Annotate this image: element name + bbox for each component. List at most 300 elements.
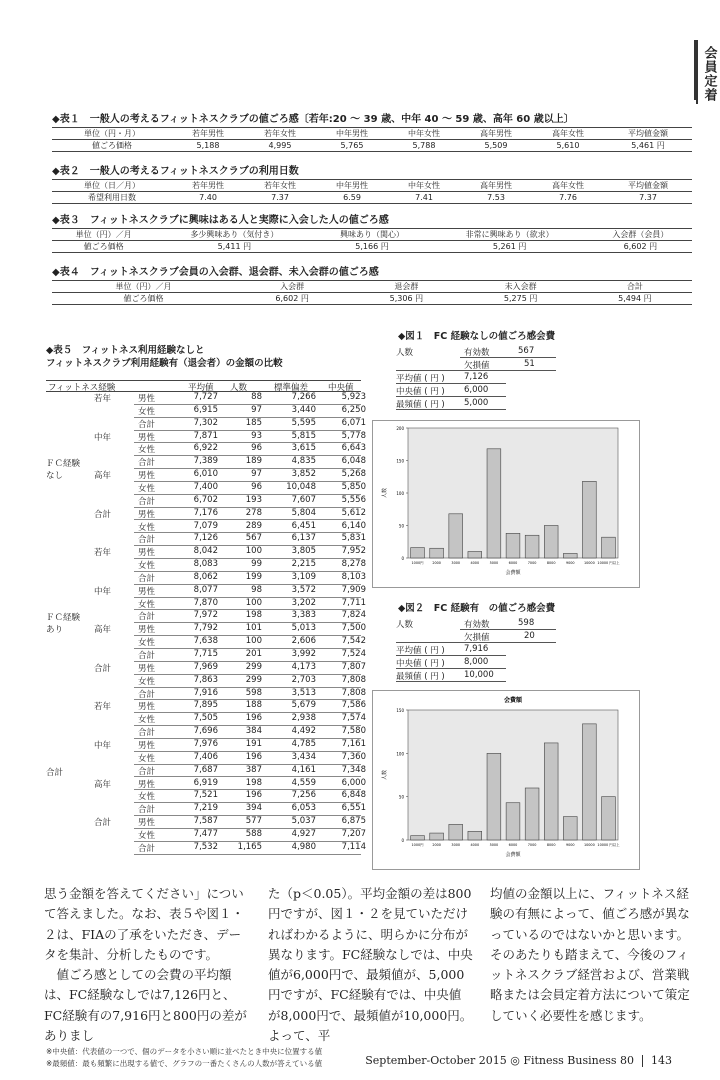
table-5-cell: 387 xyxy=(245,764,262,775)
table-5-sex: 女性 xyxy=(138,599,156,610)
table-5-cell: 4,835 xyxy=(291,456,316,467)
figure-1-stats xyxy=(396,346,556,416)
table4-header-cell: 合計 xyxy=(578,281,692,293)
table-5-cell: 5,923 xyxy=(341,392,366,402)
table-5-sex: 女性 xyxy=(138,715,156,726)
table3-cell: 6,602 円 xyxy=(589,241,692,253)
y-tick-label: 100 xyxy=(396,491,404,496)
table-5-cell: 7,969 xyxy=(193,661,218,672)
table-5-sex: 女性 xyxy=(138,830,156,841)
table-5-cell: 2,215 xyxy=(291,559,316,570)
table-5-cell: 100 xyxy=(245,636,262,647)
table2-header-cell: 若年男性 xyxy=(172,180,244,192)
table1-cell: 値ごろ価格 xyxy=(52,140,172,152)
x-tick-label: 6000 xyxy=(508,843,518,847)
figure-1-chart xyxy=(372,420,640,588)
table-5-cell: 96 xyxy=(251,443,262,454)
figure-2-stats xyxy=(396,618,556,688)
x-tick-label: 10000 円以上 xyxy=(597,561,620,565)
x-tick-label: 7000 xyxy=(527,843,537,847)
table-5-cell: 7,808 xyxy=(341,687,366,698)
table-5-cell: 188 xyxy=(245,700,262,711)
table1-header-cell: 中年女性 xyxy=(388,128,460,140)
x-tick-label: 10000 xyxy=(583,561,595,565)
table-5-cell: 2,703 xyxy=(291,674,316,685)
x-tick-label: 5000 xyxy=(489,843,499,847)
fig2-valid-value: 598 xyxy=(518,618,535,628)
table-5-cell: 7,477 xyxy=(193,828,218,839)
table-5-cell: 97 xyxy=(251,469,262,480)
table-5-cell: 7,360 xyxy=(341,751,366,762)
table-5-age-label: 合計 xyxy=(94,663,112,674)
table-5-cell: 7,219 xyxy=(193,803,218,814)
table-row xyxy=(46,803,366,816)
table-5-cell: 6,551 xyxy=(341,803,366,814)
table-row xyxy=(46,623,366,636)
table-5-cell: 4,559 xyxy=(291,777,316,788)
table1-cell: 5,610 xyxy=(532,140,604,152)
x-tick-label: 6000 xyxy=(508,561,518,565)
fig1-mean-value: 7,126 xyxy=(464,372,489,382)
table1-cell: 4,995 xyxy=(244,140,316,152)
table-5-sex: 男性 xyxy=(138,702,156,713)
table-5-title-line2: フィットネスクラブ利用経験有（退会者）の金額の比較 xyxy=(46,358,283,369)
bar xyxy=(430,833,444,840)
table-5-cell: 7,808 xyxy=(341,674,366,685)
bar xyxy=(525,788,539,840)
footer-separator xyxy=(642,1055,643,1067)
table-5-sex: 男性 xyxy=(138,432,156,443)
table-5-cell: 3,572 xyxy=(291,584,316,595)
table-row xyxy=(46,687,366,701)
table-5-sex: 合計 xyxy=(138,766,156,777)
x-tick-label: 9000 xyxy=(565,561,575,565)
table1-cell: 5,461 円 xyxy=(604,140,692,152)
table1-header-cell: 単位（円・月） xyxy=(52,128,172,140)
table-row xyxy=(46,392,366,405)
table-5-cell: 193 xyxy=(245,494,262,505)
bar xyxy=(563,817,577,840)
table-5-sex: 合計 xyxy=(138,458,156,469)
table-5-cell: 4,492 xyxy=(291,726,316,737)
x-tick-label: 10000 xyxy=(583,843,595,847)
table-row xyxy=(46,777,366,791)
x-tick-label: 10000 円以上 xyxy=(597,843,620,847)
table-5-cell: 5,850 xyxy=(341,481,366,492)
table-5-cell: 3,383 xyxy=(291,610,316,621)
table-5-cell: 5,815 xyxy=(291,430,316,441)
table-row xyxy=(46,481,366,495)
fig1-median-label: 中央値 ( 円 ) xyxy=(396,387,445,397)
table-5-sex: 男性 xyxy=(138,818,156,829)
table-5-cell: 10,048 xyxy=(286,481,316,492)
table2-cell: 7.40 xyxy=(172,192,244,204)
fig1-missing-label: 欠損値 xyxy=(464,361,490,371)
table-5-cell: 7,302 xyxy=(193,417,218,428)
footnote-mode: ※最頻値：最も頻繁に出現する値で、グラフの一番たくさんの人数が答えている値 xyxy=(46,1059,323,1068)
fig2-n-label: 人数 xyxy=(396,620,414,630)
x-tick-label: 2000 xyxy=(432,843,441,847)
table-5-cell: 2,938 xyxy=(291,713,316,724)
table-5-cell: 4,785 xyxy=(291,738,316,749)
table-row xyxy=(46,841,366,855)
table-5-cell: 7,586 xyxy=(341,700,366,711)
table-5-sex: 合計 xyxy=(138,651,156,661)
table-5-sex: 男性 xyxy=(138,663,156,674)
table-5-cell: 6,451 xyxy=(291,520,316,531)
table-5-cell: 7,161 xyxy=(341,738,366,749)
x-axis-label: 会費額 xyxy=(505,570,521,576)
bar xyxy=(411,548,425,558)
table4-cell: 6,602 円 xyxy=(235,293,349,305)
table-5-cell: 7,400 xyxy=(193,481,218,492)
bar xyxy=(525,535,539,558)
table-3 xyxy=(52,211,692,253)
table-5-age-label: 高年 xyxy=(94,779,112,790)
x-tick-label: 9000 xyxy=(565,843,575,847)
table-5-cell: 7,114 xyxy=(341,841,366,852)
bar xyxy=(487,449,501,558)
section-tab-label: 会員定着 xyxy=(701,46,717,102)
table-5-age-label: 若年 xyxy=(94,548,112,559)
table-1-grid xyxy=(52,127,692,152)
footer-issue: September-October 2015 ◎ Fitness Business 80 xyxy=(365,1054,634,1067)
table-5-header-cell: フィットネス経験 xyxy=(48,383,116,393)
x-tick-label: 1000円 xyxy=(411,843,424,847)
table-2-grid xyxy=(52,179,692,204)
y-tick-label: 0 xyxy=(401,556,404,561)
table-5-cell: 7,863 xyxy=(193,674,218,685)
table-5-age-label: 合計 xyxy=(94,818,112,829)
table-5-cell: 6,875 xyxy=(341,816,366,827)
table-4-title: ◆表４ フィットネスクラブ会員の入会群、退会群、未入会群の値ごろ感 xyxy=(52,267,379,278)
table-5-cell: 8,042 xyxy=(193,546,218,557)
table3-header-cell: 多少興味あり（気付き） xyxy=(155,229,313,241)
table-5-age-label: 合計 xyxy=(94,509,112,520)
bar xyxy=(582,724,596,840)
table-row xyxy=(46,764,366,778)
y-tick-label: 50 xyxy=(398,523,404,529)
table-row xyxy=(46,597,366,611)
table2-cell: 7.53 xyxy=(460,192,532,204)
table1-cell: 5,509 xyxy=(460,140,532,152)
table-row xyxy=(46,494,366,508)
table-5-group-label: ＦＣ経験 あり xyxy=(46,613,81,636)
fig2-missing-label: 欠損値 xyxy=(464,633,490,643)
table-row xyxy=(46,417,366,431)
table1-header-cell: 平均値金額 xyxy=(604,128,692,140)
table-5-cell: 7,079 xyxy=(193,520,218,531)
table-1-title: ◆表１ 一般人の考えるフィットネスクラブの値ごろ感〔若年:20 〜 39 歳、中年 40 〜 59 歳、高年 60 歳以上〕 xyxy=(52,114,574,125)
table-row xyxy=(46,443,366,456)
table-5-age-label: 若年 xyxy=(94,394,112,404)
table-5 xyxy=(46,344,366,854)
table-5-cell: 5,804 xyxy=(291,507,316,518)
table1-header-cell: 若年女性 xyxy=(244,128,316,140)
table2-header-cell: 単位（日／月） xyxy=(52,180,172,192)
table-5-sex: 合計 xyxy=(138,535,156,546)
table-5-group-label: 合計 xyxy=(46,767,64,778)
fig2-missing-value: 20 xyxy=(524,631,535,641)
y-tick-label: 50 xyxy=(398,794,404,800)
table-row xyxy=(46,700,366,713)
table-5-cell: 4,980 xyxy=(291,841,316,852)
table-5-sex: 女性 xyxy=(138,522,156,533)
table-5-cell: 101 xyxy=(245,623,262,634)
table1-header-cell: 高年女性 xyxy=(532,128,604,140)
table1-cell: 5,188 xyxy=(172,140,244,152)
table-5-cell: 7,638 xyxy=(193,636,218,647)
table-5-cell: 7,952 xyxy=(341,546,366,557)
bar xyxy=(411,836,425,840)
table-row xyxy=(46,674,366,688)
table-row xyxy=(46,559,366,572)
table-5-cell: 7,972 xyxy=(193,610,218,621)
table-row xyxy=(46,713,366,726)
table-5-header-cell: 人数 xyxy=(230,383,248,393)
x-tick-label: 4000 xyxy=(470,561,480,565)
table-5-sex: 女性 xyxy=(138,483,156,494)
table-5-sex: 合計 xyxy=(138,689,156,700)
table-5-cell: 98 xyxy=(251,584,262,595)
table-row xyxy=(46,816,366,829)
table-5-cell: 384 xyxy=(245,726,262,737)
table-5-sex: 合計 xyxy=(138,843,156,854)
table-5-cell: 577 xyxy=(245,816,262,827)
table-5-cell: 198 xyxy=(245,777,262,788)
table-5-cell: 198 xyxy=(245,610,262,621)
bar xyxy=(449,514,463,558)
y-tick-label: 200 xyxy=(396,426,404,431)
table-5-cell: 7,895 xyxy=(193,700,218,711)
table-5-cell: 3,992 xyxy=(291,649,316,659)
table-5-cell: 6,919 xyxy=(193,777,218,788)
table3-header-cell: 単位（円）／月 xyxy=(52,229,155,241)
x-tick-label: 8000 xyxy=(546,561,556,565)
table-5-cell: 7,871 xyxy=(193,430,218,441)
table-5-cell: 100 xyxy=(245,597,262,608)
table-5-cell: 8,077 xyxy=(193,584,218,595)
table-row xyxy=(46,404,366,418)
table-5-cell: 6,250 xyxy=(341,404,366,415)
table-5-cell: 6,048 xyxy=(341,456,366,467)
table-5-cell: 196 xyxy=(245,790,262,801)
table2-header-cell: 平均値金額 xyxy=(604,180,692,192)
table3-header-cell: 非常に興味あり（欲求） xyxy=(430,229,588,241)
x-tick-label: 7000 xyxy=(527,561,537,565)
table-5-age-label: 若年 xyxy=(94,702,112,713)
table4-cell: 5,275 円 xyxy=(463,293,577,305)
table-5-sex: 男性 xyxy=(138,471,156,482)
table-5-cell: 394 xyxy=(245,803,262,814)
table-5-cell: 3,202 xyxy=(291,597,316,608)
table-row xyxy=(46,649,366,662)
page-number: 143 xyxy=(651,1054,672,1067)
table-5-cell: 7,976 xyxy=(193,738,218,749)
bar xyxy=(602,797,616,840)
table-5-sex: 合計 xyxy=(138,805,156,816)
table-5-cell: 299 xyxy=(245,661,262,672)
footnotes xyxy=(46,1046,322,1070)
table3-cell: 5,166 円 xyxy=(313,241,430,253)
chart-title: 会費額 xyxy=(503,697,523,704)
bar xyxy=(468,552,482,559)
table-5-cell: 6,137 xyxy=(291,533,316,544)
table-row xyxy=(46,828,366,842)
table-3-grid xyxy=(52,228,692,253)
x-tick-label: 3000 xyxy=(451,561,461,565)
fig1-median-value: 6,000 xyxy=(464,385,489,395)
table4-cell: 値ごろ価格 xyxy=(52,293,235,305)
bar xyxy=(506,533,520,558)
table-row xyxy=(46,738,366,752)
table2-header-cell: 中年男性 xyxy=(316,180,388,192)
table-5-cell: 7,505 xyxy=(193,713,218,724)
table-5-cell: 7,587 xyxy=(193,816,218,827)
x-axis-label: 会費額 xyxy=(505,852,521,858)
table-5-cell: 7,266 xyxy=(291,392,316,402)
table-5-cell: 7,870 xyxy=(193,597,218,608)
table-5-sex: 女性 xyxy=(138,792,156,803)
table4-header-cell: 退会群 xyxy=(349,281,463,293)
table-5-cell: 3,805 xyxy=(291,546,316,557)
table-5-header-cell: 平均値 xyxy=(188,383,214,393)
table-5-group-label: ＦＣ経験 なし xyxy=(46,459,81,482)
table1-cell: 5,788 xyxy=(388,140,460,152)
table-row xyxy=(46,661,366,675)
table-5-cell: 7,524 xyxy=(341,649,366,659)
table-row xyxy=(46,507,366,521)
table3-header-cell: 入会群（会員） xyxy=(589,229,692,241)
table-5-cell: 5,037 xyxy=(291,816,316,827)
bar xyxy=(430,548,444,558)
y-tick-label: 100 xyxy=(396,751,404,757)
table-5-cell: 7,715 xyxy=(193,649,218,659)
table-5-sex: 男性 xyxy=(138,740,156,751)
table-5-cell: 6,848 xyxy=(341,790,366,801)
x-tick-label: 8000 xyxy=(546,843,556,847)
table-5-cell: 6,643 xyxy=(341,443,366,454)
table4-header-cell: 未入会群 xyxy=(463,281,577,293)
bar xyxy=(544,743,558,840)
table3-cell: 5,411 円 xyxy=(155,241,313,253)
table-5-sex: 合計 xyxy=(138,496,156,507)
table-5-cell: 6,071 xyxy=(341,417,366,428)
table-5-sex: 男性 xyxy=(138,625,156,636)
x-tick-label: 4000 xyxy=(470,843,480,847)
table-5-sex: 合計 xyxy=(138,419,156,430)
table-2 xyxy=(52,162,692,204)
table-5-cell: 7,916 xyxy=(193,687,218,698)
table3-cell: 5,261 円 xyxy=(430,241,588,253)
body-text-col1: 思う金額を答えてください」について答えました。なお、表５や図１・２は、FIAの了承をいただき、データを集計、分析したものです。 値ごろ感としての会費の平均額は、FC経験なしでは7,126円と、FC経験有の7,916円と800円の差がありまし xyxy=(44,886,247,1044)
body-column-2 xyxy=(268,884,473,1046)
table-5-cell: 6,922 xyxy=(193,443,218,454)
table-5-cell: 7,500 xyxy=(341,623,366,634)
table-5-sex: 男性 xyxy=(138,394,156,404)
table-5-sex: 合計 xyxy=(138,728,156,739)
table-5-cell: 7,389 xyxy=(193,456,218,467)
table4-cell: 5,306 円 xyxy=(349,293,463,305)
table-5-cell: 5,013 xyxy=(291,623,316,634)
table-5-cell: 7,532 xyxy=(193,841,218,852)
table-5-cell: 199 xyxy=(245,571,262,582)
table-5-cell: 5,268 xyxy=(341,469,366,480)
table-5-cell: 4,173 xyxy=(291,661,316,672)
body-text-col3: 均値の金額以上に、フィットネス経験の有無によって、値ごろ感が異なっているのではないかと思います。そのあたりも踏まえて、今後のフィットネスクラブ経営および、営業戦略または会員定着方法について策定していく必要性を感じます。 xyxy=(490,886,690,1023)
table-5-cell: 7,542 xyxy=(341,636,366,647)
table-5-sex: 合計 xyxy=(138,612,156,623)
table-5-cell: 6,010 xyxy=(193,469,218,480)
table-3-title: ◆表３ フィットネスクラブに興味はある人と実際に入会した人の値ごろ感 xyxy=(52,215,389,226)
table1-cell: 5,765 xyxy=(316,140,388,152)
table-5-age-label: 中年 xyxy=(94,432,112,443)
bar xyxy=(582,481,596,558)
table-5-cell: 7,207 xyxy=(341,828,366,839)
body-column-3 xyxy=(490,884,695,1026)
table-5-cell: 6,000 xyxy=(341,777,366,788)
table-5-cell: 7,807 xyxy=(341,661,366,672)
table-5-sex: 女性 xyxy=(138,753,156,764)
table4-cell: 5,494 円 xyxy=(578,293,692,305)
table-5-cell: 3,615 xyxy=(291,443,316,454)
table-5-age-label: 高年 xyxy=(94,471,112,482)
x-tick-label: 2000 xyxy=(432,561,441,565)
fig1-missing-value: 51 xyxy=(524,359,535,369)
table-5-header-cell: 中央値 xyxy=(328,383,354,393)
fig2-median-label: 中央値 ( 円 ) xyxy=(396,659,445,669)
bar xyxy=(487,753,501,840)
table-5-cell: 3,852 xyxy=(291,469,316,480)
figure-2-title: ◆図２ FC 経験有 の値ごろ感会費 xyxy=(398,603,556,614)
fig1-n-label: 人数 xyxy=(396,348,414,358)
table-5-cell: 196 xyxy=(245,713,262,724)
table2-cell: 7.37 xyxy=(604,192,692,204)
table-5-cell: 196 xyxy=(245,751,262,762)
table4-header-cell: 入会群 xyxy=(235,281,349,293)
table-5-cell: 7,348 xyxy=(341,764,366,775)
table-4-grid xyxy=(52,280,692,305)
table-5-cell: 6,915 xyxy=(193,404,218,415)
fig2-mode-label: 最頻値 ( 円 ) xyxy=(396,672,445,682)
table-5-cell: 6,702 xyxy=(193,494,218,505)
table-5-cell: 7,607 xyxy=(291,494,316,505)
fig2-mean-value: 7,916 xyxy=(464,644,489,654)
table-5-cell: 299 xyxy=(245,674,262,685)
table3-cell: 値ごろ価格 xyxy=(52,241,155,253)
table-5-cell: 7,711 xyxy=(341,597,366,608)
table-5-cell: 5,778 xyxy=(341,430,366,441)
table-5-cell: 88 xyxy=(251,392,262,402)
table2-cell: 6.59 xyxy=(316,192,388,204)
table-row xyxy=(46,726,366,739)
table-5-cell: 7,824 xyxy=(341,610,366,621)
fig2-valid-label: 有効数 xyxy=(464,620,490,630)
table4-header-cell: 単位（円）／月 xyxy=(52,281,235,293)
body-text-col2: た（p＜0.05）。平均金額の差は800円ですが、図１・２を見ていただければわかるように、明らかに分布が異なります。FC経験なしでは、中央値が6,000円で、最頻値が、5,000円ですが、FC経験有では、中央値が8,000円で、最頻値が10,000円。よって、平 xyxy=(268,886,473,1044)
table-row xyxy=(46,571,366,585)
table-5-age-label: 中年 xyxy=(94,740,112,751)
table-5-cell: 598 xyxy=(245,687,262,698)
table3-header-cell: 興味あり（関心） xyxy=(313,229,430,241)
y-tick-label: 150 xyxy=(396,708,404,713)
table-5-cell: 7,580 xyxy=(341,726,366,737)
table-5-sex: 女性 xyxy=(138,445,156,456)
table2-header-cell: 高年男性 xyxy=(460,180,532,192)
y-tick-label: 150 xyxy=(396,458,404,464)
y-tick-label: 0 xyxy=(401,838,404,843)
fig1-mode-label: 最頻値 ( 円 ) xyxy=(396,400,445,410)
